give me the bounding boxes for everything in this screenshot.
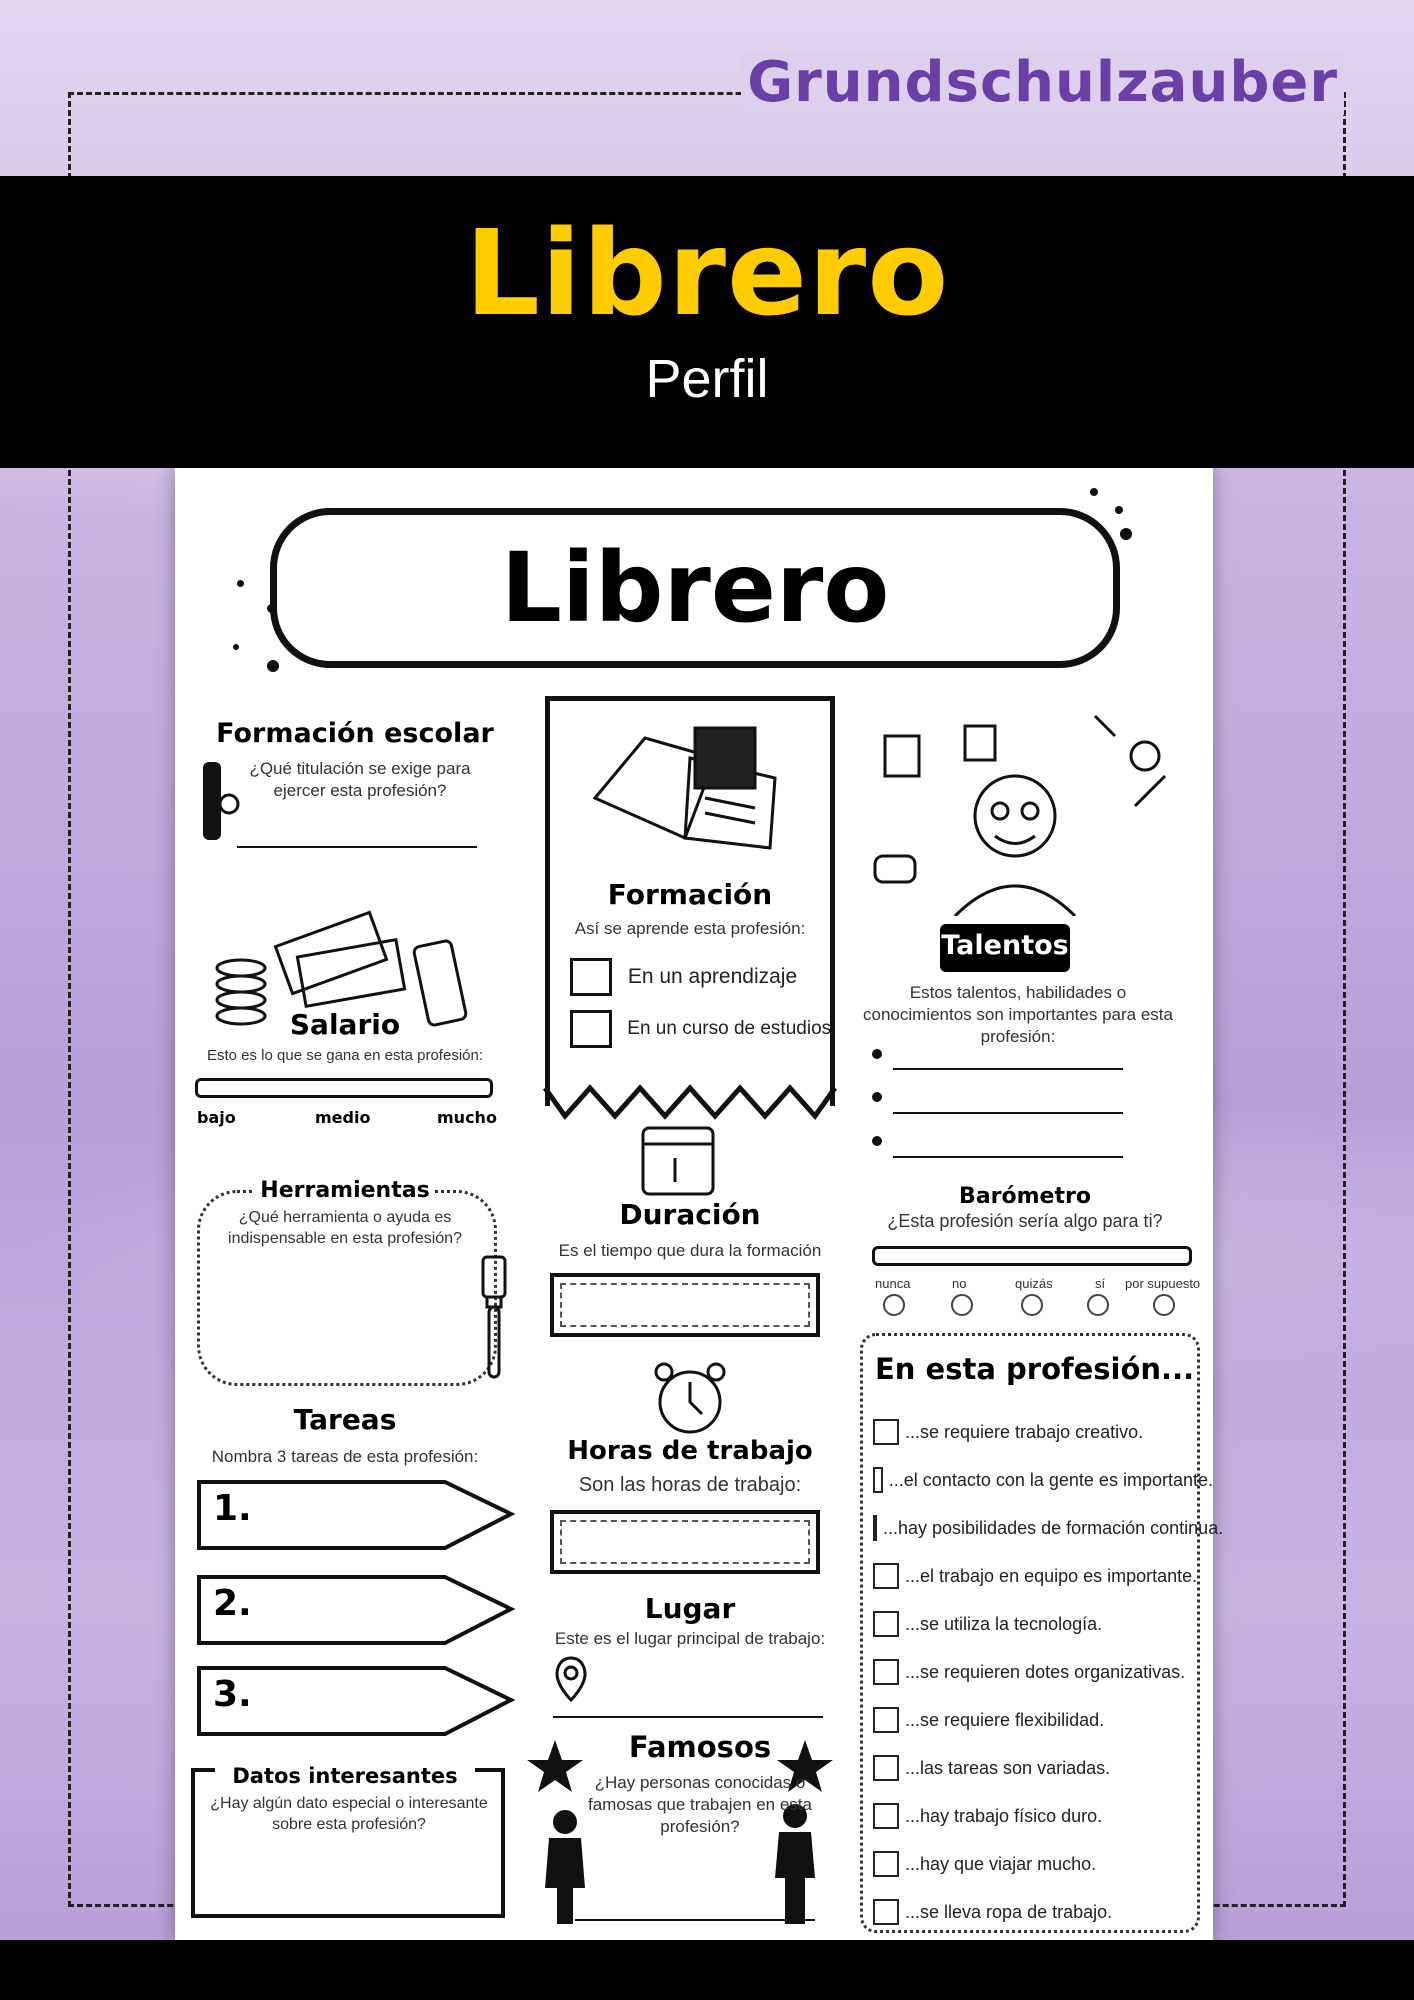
herramientas-question: ¿Qué herramienta o ayuda es indispensable en esta profesión? [228,1209,462,1247]
checkbox[interactable] [873,1659,899,1685]
salario-high-label: mucho [437,1108,497,1127]
datos-heading: Datos interesantes [215,1764,475,1788]
checklist-item[interactable] [873,1696,1213,1744]
checklist-item[interactable] [873,1648,1213,1696]
lugar-note: Este es el lugar principal de trabajo: [554,1629,826,1648]
checklist-item-label: ...el contacto con la gente es importante. [888,1469,1213,1490]
checklist-item[interactable] [873,1504,1224,1552]
page-title: Librero [464,204,950,342]
checklist-item-label: ...las tareas son variadas. [905,1757,1111,1778]
header-band [0,176,1414,468]
checklist-item-label: ...hay posibilidades de formación continua. [883,1517,1224,1538]
tarea-row[interactable] [195,1478,515,1548]
talento-line[interactable] [893,1068,1123,1070]
talents-doodle-icon [845,696,1185,916]
decor-dot [267,604,276,613]
checklist-item-label: ...hay trabajo físico duro. [905,1805,1103,1826]
formacion-escolar-heading: Formación escolar [216,718,494,749]
checklist-item-label: ...se requiere flexibilidad. [905,1709,1105,1730]
very-sad-face-icon[interactable] [883,1294,905,1316]
datos-box[interactable] [191,1768,505,1918]
checklist-item[interactable] [873,1840,1213,1888]
checklist-item-label: ...se utiliza la tecnología. [905,1613,1103,1634]
famosos-line[interactable] [575,1919,815,1921]
decor-dot [233,644,239,650]
calendar-icon [635,1118,725,1202]
option-label: En un curso de estudios [627,1018,832,1039]
talentos-note: Estos talentos, habilidades o conocimientos son importantes para esta profesión: [863,983,1173,1047]
checklist-item-label: ...se requiere trabajo creativo. [905,1421,1144,1442]
tarea-number: 1. [213,1488,252,1529]
formacion-note: Así se aprende esta profesión: [574,919,806,938]
checkbox[interactable] [873,1563,899,1589]
checklist-item-label: ...el trabajo en equipo es importante. [905,1565,1198,1586]
worksheet-title: Librero [500,532,890,644]
barometro-label: nunca [875,1276,911,1291]
checkbox[interactable] [873,1467,883,1493]
barometro-heading: Barómetro [959,1184,1091,1209]
checkbox[interactable] [873,1851,899,1877]
tareas-note: Nombra 3 tareas de esta profesión: [211,1447,479,1466]
checkbox[interactable] [873,1707,899,1733]
checklist-item[interactable] [873,1456,1213,1504]
tarea-row[interactable] [195,1664,515,1734]
salario-low-label: bajo [197,1108,236,1127]
checkbox[interactable] [873,1419,899,1445]
option-estudios[interactable] [570,1010,831,1048]
barometro-label: sí [1095,1276,1106,1291]
salario-mid-label: medio [315,1108,371,1127]
en-esta-profesion-heading: En esta profesión... [875,1352,1195,1386]
tarea-number: 3. [213,1674,252,1715]
footer-band [0,1940,1414,2000]
smile-face-icon[interactable] [1087,1294,1109,1316]
famosos-heading: Famosos [628,1730,772,1764]
checkbox[interactable] [570,958,612,996]
paintbrush-icon [475,1253,515,1383]
page-subtitle: Perfil [645,349,769,409]
checklist-item[interactable] [873,1888,1213,1936]
neutral-face-icon[interactable] [1021,1294,1043,1316]
lugar-heading: Lugar [644,1592,736,1625]
tareas-heading: Tareas [293,1403,397,1436]
checklist-item[interactable] [873,1600,1213,1648]
famosos-question: ¿Hay personas conocidas o famosas que trabajen en esta profesión? [588,1773,812,1837]
salario-heading: Salario [289,1008,401,1041]
bullet-dot [872,1092,882,1102]
tarea-row[interactable] [195,1573,515,1643]
happy-face-icon[interactable] [1153,1294,1175,1316]
checklist-item-label: ...hay que viajar mucho. [905,1853,1097,1874]
brand-logo: Grundschulzauber [741,50,1344,115]
checkbox[interactable] [873,1515,877,1541]
salario-note: Esto es lo que se gana en esta profesión: [206,1047,484,1064]
duracion-note: Es el tiempo que dura la formación [558,1241,822,1260]
salario-scale-bar[interactable] [195,1078,493,1098]
bullet-dot [872,1136,882,1146]
checkbox[interactable] [873,1803,899,1829]
open-book-icon [585,718,795,858]
zigzag-edge [540,1078,840,1122]
barometro-label: quizás [1015,1276,1053,1291]
barometro-label: por supuesto [1125,1276,1201,1291]
checklist-item-label: ...se lleva ropa de trabajo. [905,1901,1113,1922]
talento-line[interactable] [893,1156,1123,1158]
location-pin-icon [553,1654,589,1708]
money-pile-icon [211,888,471,1028]
horas-note: Son las horas de trabajo: [578,1474,802,1496]
alarm-clock-icon [650,1358,730,1438]
horas-input[interactable] [550,1510,820,1574]
tarea-number: 2. [213,1583,252,1624]
worksheet-preview [175,468,1224,1940]
option-aprendizaje[interactable] [570,958,797,996]
worksheet-title-box [270,508,1120,668]
profesion-checklist [873,1408,1224,1936]
decor-dot [1115,506,1123,514]
checklist-item-label: ...se requieren dotes organizativas. [905,1661,1186,1682]
formacion-heading: Formación [607,878,773,911]
sad-face-icon[interactable] [951,1294,973,1316]
duracion-input[interactable] [550,1273,820,1337]
talento-line[interactable] [893,1112,1123,1114]
herramientas-heading: Herramientas [255,1178,435,1203]
lugar-line[interactable] [553,1716,823,1718]
duracion-heading: Duración [619,1198,761,1231]
checklist-item[interactable] [873,1744,1213,1792]
decor-dot [1120,528,1132,540]
formacion-escolar-question: ¿Qué titulación se exige para ejercer esta profesión? [249,759,471,801]
bullet-dot [872,1049,882,1059]
barometro-label: no [952,1276,967,1291]
checkbox[interactable] [873,1899,899,1925]
checkbox[interactable] [873,1755,899,1781]
barometro-scale-bar[interactable] [872,1246,1192,1266]
barometro-question: ¿Esta profesión sería algo para ti? [887,1211,1163,1231]
checkbox[interactable] [873,1611,899,1637]
decor-dot [237,580,244,587]
checklist-item[interactable] [873,1552,1213,1600]
decor-dot [267,660,279,672]
talentos-heading: Talentos [941,930,1069,961]
checkbox[interactable] [570,1010,612,1048]
checklist-item[interactable] [873,1408,1213,1456]
horas-heading: Horas de trabajo [567,1436,813,1466]
checklist-item[interactable] [873,1792,1213,1840]
diploma-scroll-icon [195,756,241,846]
option-label: En un aprendizaje [627,965,798,988]
decor-dot [1090,488,1098,496]
answer-line[interactable] [237,846,477,848]
datos-question: ¿Hay algún dato especial o interesante sobre esta profesión? [210,1795,488,1833]
